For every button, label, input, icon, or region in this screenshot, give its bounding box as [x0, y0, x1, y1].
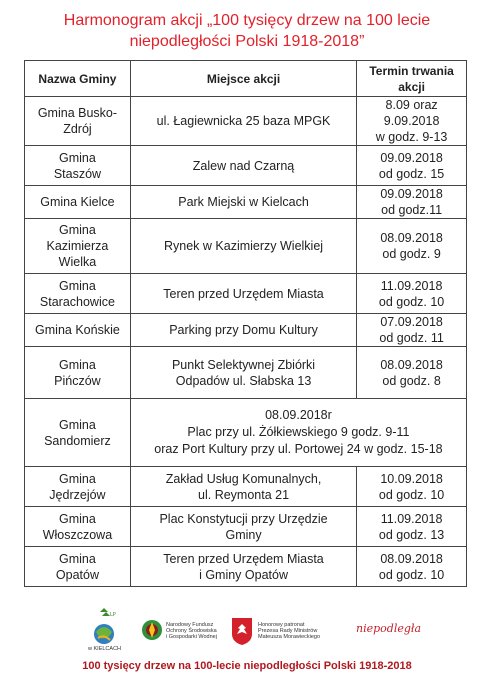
cell-termin-line: 08.09.2018: [380, 551, 443, 566]
cell-termin: [357, 467, 467, 507]
cell-gmina: [25, 186, 131, 219]
cell-gmina-line: Gmina: [59, 278, 96, 293]
cell-gmina: [25, 547, 131, 587]
cell-gmina-line: Staszów: [53, 166, 102, 181]
cell-miejsce-line: i Gminy Opatów: [199, 567, 288, 582]
cell-gmina-line: Starachowice: [39, 294, 115, 309]
header-miejsce: Miejsce akcji: [130, 61, 356, 97]
cell-gmina-line: Opatów: [55, 567, 99, 582]
cell-gmina-line: Gmina: [59, 551, 96, 566]
nf-line-3: i Gospodarki Wodnej: [166, 634, 217, 640]
cell-termin-line: 07.09.2018: [380, 315, 443, 329]
cell-termin-line: 10.09.2018: [380, 471, 443, 486]
cell-miejsce-line: ul. Reymonta 21: [198, 487, 290, 502]
cell-gmina-line: Jędrzejów: [49, 487, 106, 502]
cell-termin-line: od godz. 10: [378, 487, 445, 502]
cell-termin: [357, 146, 467, 186]
patronat-line-1: Honorowy patronat: [258, 622, 305, 628]
cell-miejsce-line: ul. Łagiewnicka 25 baza MPGK: [156, 114, 331, 128]
cell-merged-line: Plac przy ul. Żółkiewskiego 9 godz. 9-11: [187, 425, 410, 439]
cell-gmina: [25, 507, 131, 547]
cell-termin-line: od godz. 11: [379, 331, 444, 345]
cell-merged-line: 08.09.2018r: [265, 408, 332, 422]
title-line-2: niepodległości Polski 1918-2018”: [129, 33, 365, 50]
cell-miejsce: [130, 97, 356, 146]
schedule-table: [24, 60, 467, 587]
table-row: [25, 146, 467, 186]
cell-gmina-line: Gmina: [59, 357, 96, 372]
cell-gmina: [25, 97, 131, 146]
table-header-row: [25, 61, 467, 97]
cell-termin: [357, 274, 467, 314]
patronat-line-2: Prezesa Rady Ministrów: [258, 628, 318, 634]
cell-merged-line: oraz Port Kultury przy ul. Portowej 24 w godz. 15-18: [154, 442, 443, 456]
cell-miejsce: [130, 219, 356, 274]
table-row: [25, 274, 467, 314]
cell-miejsce: [130, 347, 356, 399]
cell-miejsce-line: Gminy: [225, 527, 262, 542]
cell-merged: [130, 399, 466, 467]
table-row: [25, 399, 467, 467]
cell-termin-line: od godz. 10: [378, 294, 445, 309]
patronat-logo: [230, 608, 350, 654]
cell-termin-line: 08.09.2018: [380, 231, 443, 245]
cell-gmina-line: Gmina: [59, 511, 96, 526]
cell-miejsce: [130, 547, 356, 587]
cell-miejsce: [130, 146, 356, 186]
cell-termin-line: od godz.11: [381, 203, 443, 217]
cell-termin-line: 11.09.2018: [380, 511, 443, 526]
table-row: [25, 186, 467, 219]
cell-gmina-line: Pińczów: [54, 373, 101, 388]
cell-gmina: [25, 219, 131, 274]
cell-termin-line: 8.09 oraz 9.09.2018: [383, 98, 440, 128]
table-row: [25, 547, 467, 587]
logos-strip: [0, 608, 494, 654]
nfosigw-logo: [140, 608, 230, 654]
table-row: [25, 314, 467, 347]
cell-termin: [357, 219, 467, 274]
cell-miejsce-line: Zalew nad Czarną: [192, 158, 295, 173]
table-row: [25, 219, 467, 274]
cell-termin-line: od godz. 15: [378, 166, 445, 181]
cell-miejsce-line: Odpadów ul. Słabska 13: [175, 373, 312, 388]
svg-text:LP: LP: [110, 612, 116, 618]
cell-gmina-line: Włoszczowa: [42, 527, 113, 542]
cell-gmina-line: Kazimierza: [46, 239, 109, 253]
cell-gmina: [25, 347, 131, 399]
table-row: [25, 507, 467, 547]
cell-miejsce-line: Parking przy Domu Kultury: [169, 323, 318, 337]
patronat-line-3: Mateusza Morawieckiego: [258, 634, 321, 640]
eagle-emblem-icon: [230, 616, 254, 646]
cell-termin-line: 09.09.2018: [380, 150, 443, 165]
cell-miejsce: [130, 186, 356, 219]
cell-gmina-line: Gmina: [59, 150, 96, 165]
page-title: [0, 10, 494, 52]
lasy-panstwowe-logo: [86, 608, 126, 654]
footer-slogan: 100 tysięcy drzew na 100-lecie niepodległości Polski 1918-2018: [82, 660, 412, 672]
cell-gmina: [25, 146, 131, 186]
cell-miejsce-line: Plac Konstytucji przy Urzędzie: [159, 511, 328, 526]
cell-gmina-line: Gmina: [59, 223, 96, 237]
header-termin: Termin trwania akcji: [357, 61, 467, 97]
cell-termin-line: 11.09.2018: [380, 278, 443, 293]
cell-termin-line: od godz. 8: [382, 373, 441, 388]
cell-gmina: [25, 274, 131, 314]
header-gmina: Nazwa Gminy: [25, 61, 131, 97]
cell-miejsce-line: Teren przed Urzędem Miasta: [163, 286, 324, 301]
cell-gmina-line: Wielka: [58, 255, 97, 269]
cell-termin: [357, 97, 467, 146]
cell-miejsce-line: Park Miejski w Kielcach: [178, 195, 309, 209]
cell-gmina: [25, 399, 131, 467]
cell-termin: [357, 507, 467, 547]
niepodlegla-logo: [356, 608, 422, 654]
cell-gmina: [25, 314, 131, 347]
cell-miejsce: [130, 467, 356, 507]
table-row: [25, 347, 467, 399]
cell-gmina-line: Zdrój: [63, 122, 92, 136]
cell-termin-line: 08.09.2018: [380, 357, 443, 372]
cell-gmina: [25, 467, 131, 507]
nf-line-2: Ochrony Środowiska: [166, 628, 217, 634]
cell-termin: [357, 347, 467, 399]
cell-miejsce-line: Zakład Usług Komunalnych,: [165, 471, 322, 486]
cell-miejsce-line: Punkt Selektywnej Zbiórki: [171, 357, 316, 372]
nf-line-1: Narodowy Fundusz: [166, 622, 214, 628]
cell-termin-line: 09.09.2018: [380, 187, 443, 201]
niepodlegla-text: niepodległa: [356, 622, 422, 635]
title-line-1: Harmonogram akcji „100 tysięcy drzew na 100 lecie: [63, 12, 431, 29]
cell-termin-line: od godz. 13: [378, 527, 445, 542]
cell-gmina-line: Gmina: [59, 471, 96, 486]
cell-termin: [357, 547, 467, 587]
cell-termin-line: od godz. 10: [378, 567, 445, 582]
cell-miejsce-line: Teren przed Urzędem Miasta: [163, 551, 324, 566]
cell-gmina-line: Gmina Końskie: [35, 323, 120, 337]
cell-gmina-line: Gmina: [59, 417, 96, 432]
cell-termin: [357, 314, 467, 347]
cell-miejsce: [130, 507, 356, 547]
table-row: [25, 467, 467, 507]
table-row: [25, 97, 467, 146]
cell-miejsce-line: Rynek w Kazimierzy Wielkiej: [164, 239, 324, 253]
cell-gmina-line: Sandomierz: [44, 433, 111, 448]
cell-termin-line: od godz. 9: [382, 247, 441, 261]
cell-gmina-line: Gmina Busko-: [37, 106, 118, 120]
cell-miejsce: [130, 274, 356, 314]
cell-termin: [357, 186, 467, 219]
cell-termin-line: w godz. 9-13: [375, 130, 448, 144]
cell-miejsce: [130, 314, 356, 347]
cell-gmina-line: Gmina Kielce: [40, 195, 115, 209]
lasy-caption: w KIELCACH: [88, 646, 122, 652]
